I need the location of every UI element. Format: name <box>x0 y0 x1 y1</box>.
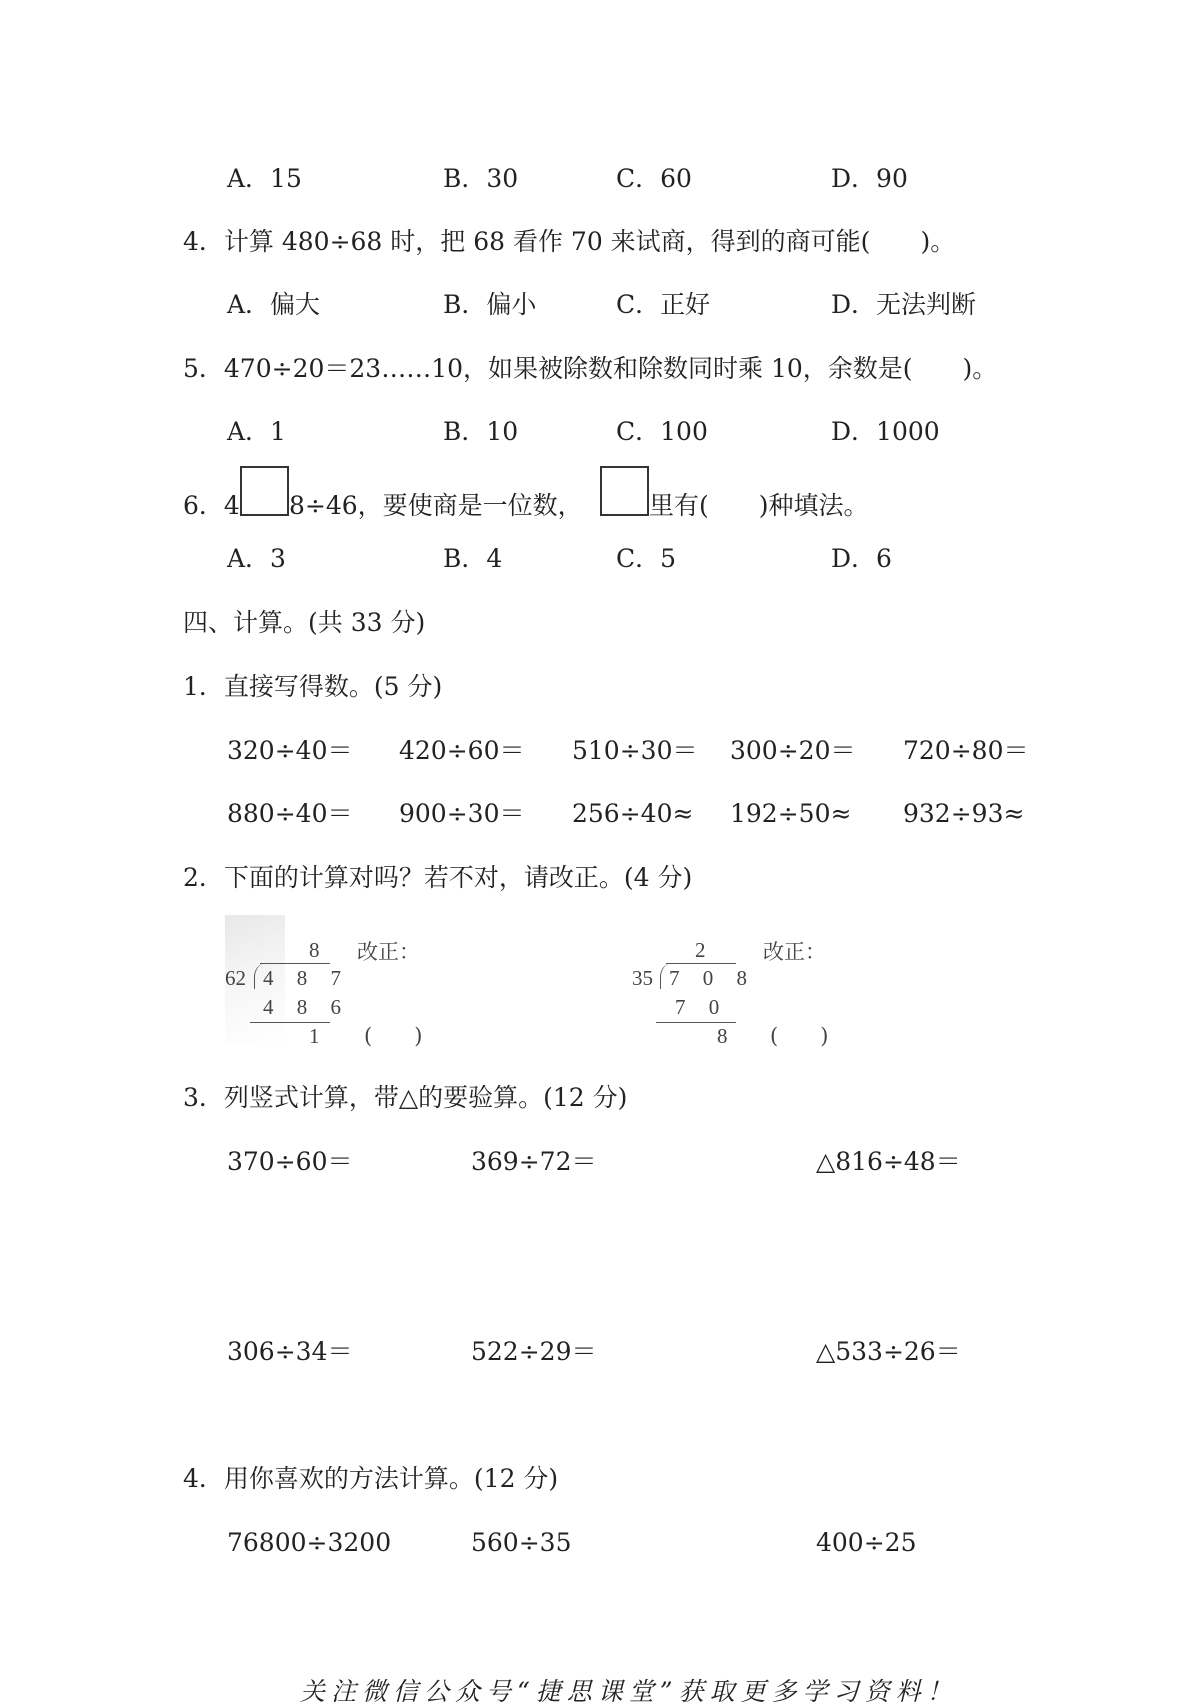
oral-calc-item: 300÷20＝ <box>730 736 856 765</box>
q4-option-a: A．偏大 <box>227 290 321 319</box>
q3-option-a: A．15 <box>227 164 302 193</box>
correction-label-right: 改正： <box>763 940 826 964</box>
part-4-title: 4．用你喜欢的方法计算。(12 分) <box>183 1464 559 1493</box>
q6-stem-suffix: 里有( )种填法。 <box>649 491 869 520</box>
remainder: 8 <box>717 1024 737 1048</box>
dividend: 7 0 8 <box>669 966 756 990</box>
q6-stem-mid: 8÷46，要使商是一位数， <box>289 491 583 520</box>
quotient: 8 <box>309 938 329 962</box>
q6-option-a: A．3 <box>227 544 286 573</box>
oral-calc-item: 932÷93≈ <box>903 799 1025 828</box>
subtraction-line <box>656 1022 736 1023</box>
free-calc-item: 76800÷3200 <box>227 1528 392 1557</box>
dividend: 4 8 7 <box>263 966 350 990</box>
remainder: 1 <box>309 1024 329 1048</box>
q3-option-b: B．30 <box>443 164 519 193</box>
vertical-calc-item: 369÷72＝ <box>471 1147 597 1176</box>
quotient: 2 <box>695 938 715 962</box>
oral-calc-item: 320÷40＝ <box>227 736 353 765</box>
oral-calc-item: 510÷30＝ <box>572 736 698 765</box>
oral-calc-item: 900÷30＝ <box>399 799 525 828</box>
subtraction-line <box>250 1022 330 1023</box>
division-bar <box>260 963 330 964</box>
q3-option-c: C．60 <box>616 164 692 193</box>
q5-option-a: A．1 <box>227 417 286 446</box>
q3-option-d: D．90 <box>831 164 908 193</box>
section-4-title: 四、计算。(共 33 分) <box>183 608 426 637</box>
q4-stem: 4．计算 480÷68 时，把 68 看作 70 来试商，得到的商可能( )。 <box>183 227 956 256</box>
divisor: 35 <box>632 966 653 990</box>
q6-blank-box-1[interactable] <box>240 466 289 516</box>
q4-option-b: B．偏小 <box>443 290 537 319</box>
q6-blank-box-2[interactable] <box>600 466 649 516</box>
q4-option-d: D．无法判断 <box>831 290 977 319</box>
free-calc-item: 560÷35 <box>471 1528 572 1557</box>
vertical-calc-item: 522÷29＝ <box>471 1337 597 1366</box>
vertical-calc-item: △816÷48＝ <box>816 1147 961 1176</box>
vertical-calc-item: △533÷26＝ <box>816 1337 961 1366</box>
free-calc-item: 400÷25 <box>816 1528 917 1557</box>
q4-option-c: C．正好 <box>616 290 711 319</box>
oral-calc-item: 256÷40≈ <box>572 799 694 828</box>
vertical-calc-item: 306÷34＝ <box>227 1337 353 1366</box>
footer-note: 关注微信公众号“捷思课堂”获取更多学习资料！ <box>300 1677 958 1706</box>
q6-option-c: C．5 <box>616 544 677 573</box>
oral-calc-item: 720÷80＝ <box>903 736 1029 765</box>
oral-calc-item: 192÷50≈ <box>730 799 852 828</box>
q6-stem-prefix: 6．4 <box>183 491 240 520</box>
oral-calc-item: 420÷60＝ <box>399 736 525 765</box>
divisor: 62 <box>225 966 246 990</box>
part-2-title: 2．下面的计算对吗？若不对，请改正。(4 分) <box>183 863 693 892</box>
q5-option-c: C．100 <box>616 417 708 446</box>
part-1-title: 1．直接写得数。(5 分) <box>183 672 443 701</box>
oral-calc-item: 880÷40＝ <box>227 799 353 828</box>
vertical-calc-item: 370÷60＝ <box>227 1147 353 1176</box>
q6-option-d: D．6 <box>831 544 892 573</box>
product: 4 8 6 <box>263 995 350 1019</box>
judge-blank-left[interactable]: ( ) <box>364 1024 423 1048</box>
q5-option-d: D．1000 <box>831 417 940 446</box>
q6-option-b: B．4 <box>443 544 503 573</box>
division-bar <box>666 963 736 964</box>
correction-label-left: 改正： <box>357 940 420 964</box>
q5-option-b: B．10 <box>443 417 519 446</box>
judge-blank-right[interactable]: ( ) <box>770 1024 829 1048</box>
q5-stem: 5．470÷20＝23……10，如果被除数和除数同时乘 10，余数是( )。 <box>183 354 998 383</box>
part-3-title: 3．列竖式计算，带△的要验算。(12 分) <box>183 1083 628 1112</box>
product: 7 0 <box>675 995 729 1019</box>
